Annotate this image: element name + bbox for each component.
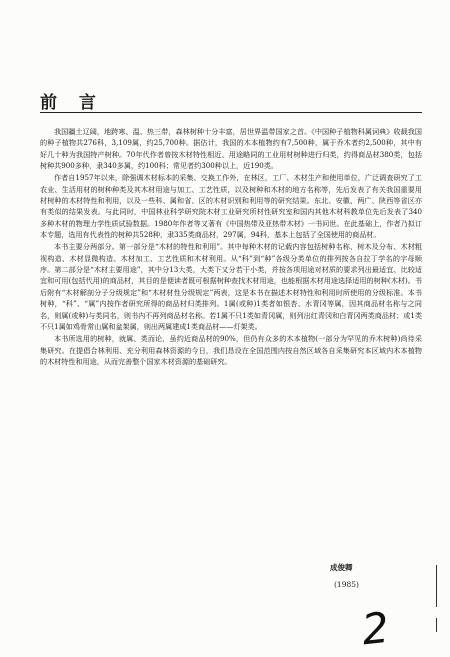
paragraph: 本书所选用的树种，就属、类而论，虽约近商品材的90%，但仍有众多的木本植物(一部分为罕见的乔木树种)尚待采集研究。在提倡合林利用、充分利用森林资源的今日，我们恳设在全国范围内按自然区域各自采集研究本区域内木本植物的木材特性和用途，从而完善整个国家木材资源的基础研究。 bbox=[40, 334, 422, 366]
page-title: 前 言 bbox=[40, 93, 104, 113]
signature-year: (1985) bbox=[334, 580, 359, 589]
paragraph: 作者自1957年以来，除强调木材标本的采集、交换工作外，在林区，工厂、木材生产和使用单位，广泛调查研究了工农业、生活用材的树种种类及其木材用途与加工、工艺性质，以及树种和木材的地方名称等，先后发表了有关我国重要用材树种的木材特性和利用，以及一些科、属和省、区的木材识别和利用等的研究结果。东北、安徽、两广、陕西等省区亦有类似的结果发表。与此同时，中国林业科学研究院木材工业研究所材性研究室和国内其他木材科教单位先后发表了340多种木材的物理力学性质试验数据。1980年作者等又著有《中国热带及亚热带木材》一书问世。在此基础上，作者乃拟订本专题，选用有代表性的树种共528种，隶335类商品材，297属，94科，基本上包括了全国使用的商品材。 bbox=[40, 173, 422, 240]
author-signature: 成俊卿 bbox=[330, 563, 353, 572]
handwritten-page-number: 2 bbox=[359, 602, 392, 655]
margin-line bbox=[436, 618, 440, 632]
title-rule bbox=[40, 112, 422, 113]
paragraph: 本书主要分两部分。第一部分是“木材的特性和利用”。其中每种木材的记载内容包括树种名称、树木及分布、木材粗视构造、木材显微构造、木材加工、工艺性质和木材利用。从“科”到“种”各级分类单位的排列按各自拉丁学名的字母顺序。第二部分是“木材主要用途”，其中分13大类，大类下又分若干小类，并按各项用途对材质的要求列出最适宜、比较适宜和可用(包括代用)的商品材，其目的是便读者既可根据树种查找木材用途，也能根据木材用途选择适用的树种(木材)。书后附有“木材解剖分子分级规定”和“木材材性分级规定”两表，这是本书在描述木材特性和利用时所使用的分级标准。本书树种，“科”、“属”内按作者研究所得的商品材归类排列。1属(或种)1类者如银杏、水青冈等属，因其商品材名称与之同名，则属(或种)与类同名，则书内不再列商品材名称。若1属不只1类如青冈属，则列出红青冈和白青冈两类商品材；或1类不只1属如鸡骨常山属和盆架属，则出两属建成1类商品材——灯架类。 bbox=[40, 242, 422, 331]
margin-line bbox=[436, 565, 440, 607]
paragraph: 我国疆土辽阔，地跨寒、温、热三带，森林树种十分丰富，居世界温带国家之首。《中国种子植物科属词典》收载我国的种子植物共276科，3,109属，约25,700种。据估计，我国的木本植物约有7,500种，属于乔木者约2,500种，其中有好几十种为我国特产树种。70年代作者曾按木材特性相近、用途略同的工业用材树种进行归类，约得商品材380类，包括树种共900多种，隶340多属，约100科；常见者约300种以上，近190类。 bbox=[40, 127, 422, 171]
preface-body bbox=[40, 126, 422, 368]
